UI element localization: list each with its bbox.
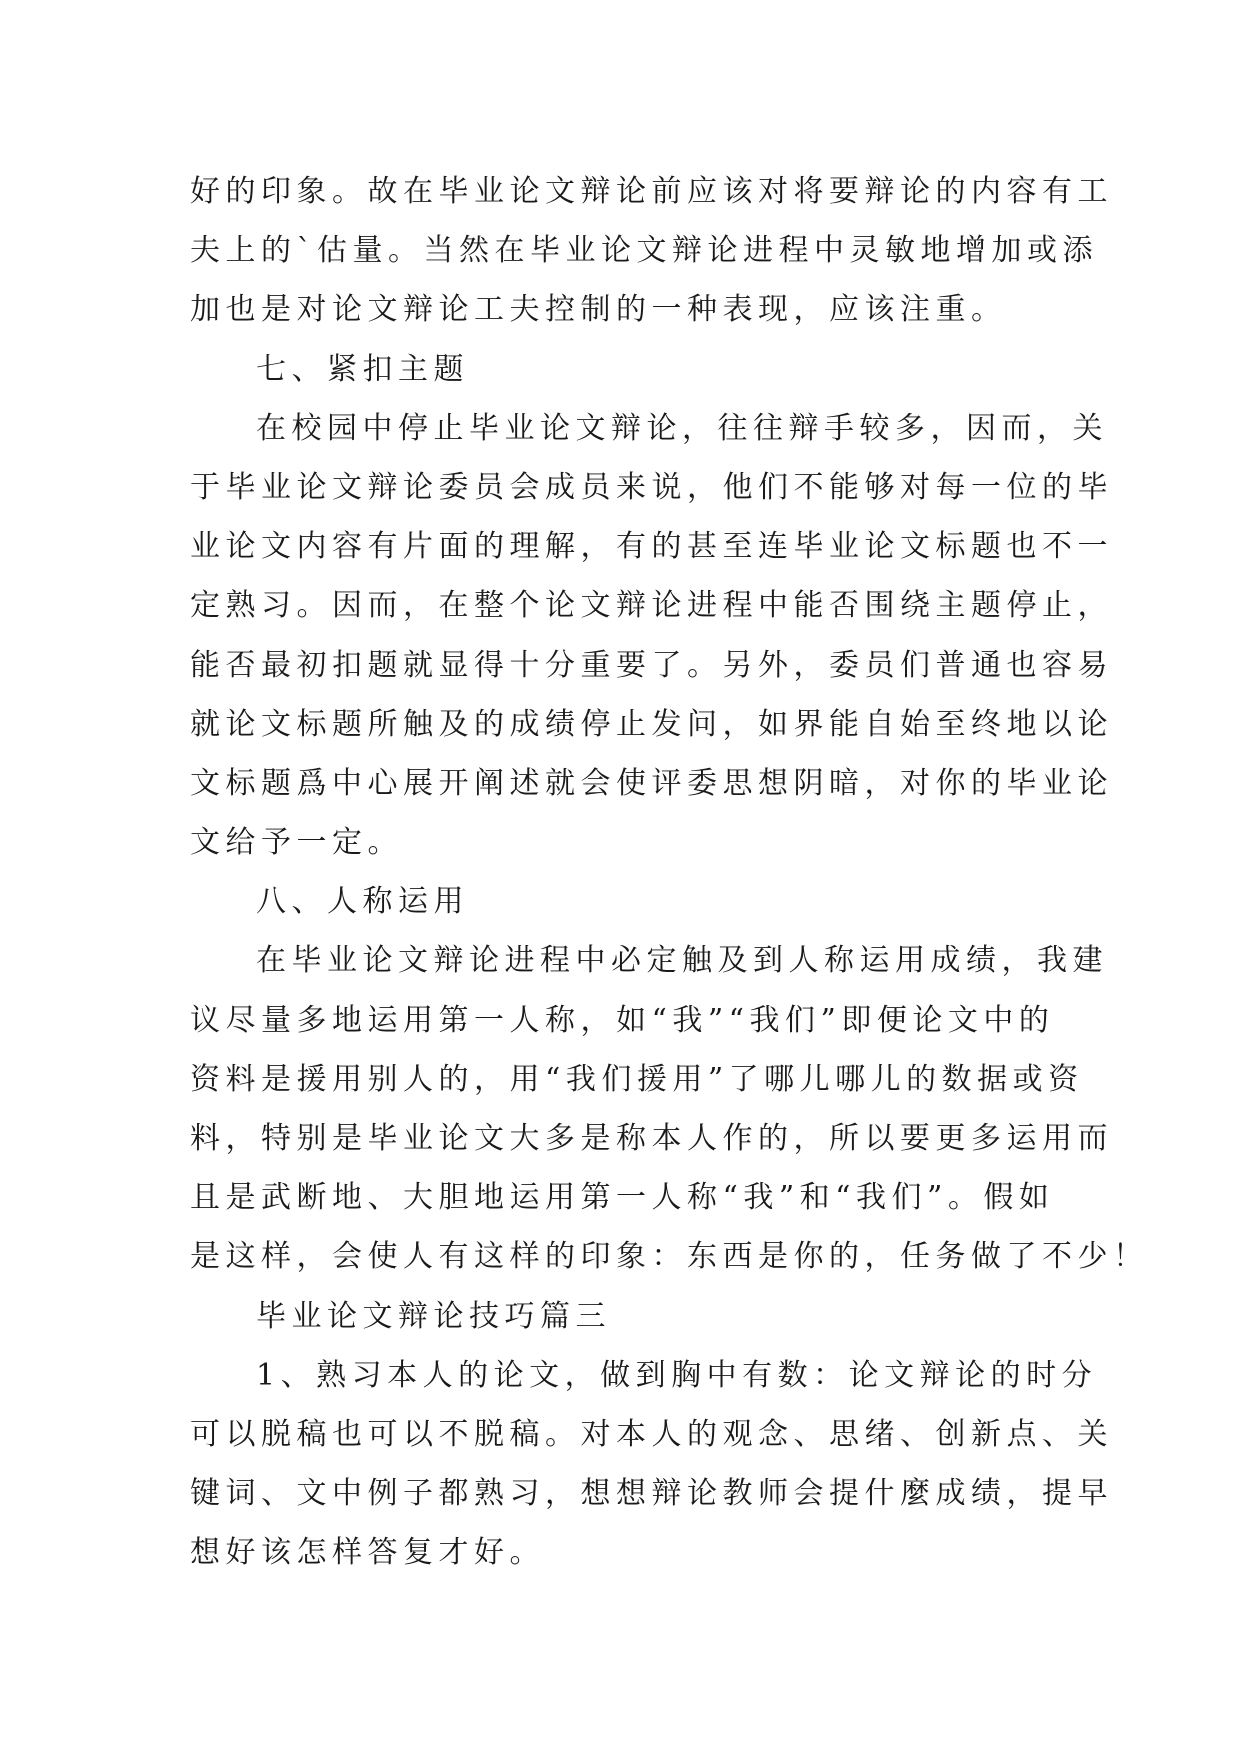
text-line-8: 定熟习。因而，在整个论文辩论进程中能否围绕主题停止，: [190, 588, 1113, 624]
text-line-12: 文给予一定。: [190, 825, 403, 861]
text-line-3: 加也是对论文辩论工夫控制的一种表现，应该注重。: [190, 292, 1007, 328]
text-line-2: 夫上的`估量。当然在毕业论文辩论进程中灵敏地增加或添: [190, 233, 1098, 269]
text-line-7: 业论文内容有片面的理解，有的甚至连毕业论文标题也不一: [190, 529, 1113, 565]
text-line-17: 料，特别是毕业论文大多是称本人作的，所以要更多运用而: [190, 1121, 1113, 1156]
text-line-9: 能否最初扣题就显得十分重要了。另外，委员们普通也容易: [190, 647, 1113, 683]
text-line-23: 键词、文中例子都熟习，想想辩论教师会提什麼成绩，提早: [190, 1476, 1113, 1512]
text-line-1: 好的印象。故在毕业论文辩论前应该对将要辩论的内容有工: [190, 174, 1113, 209]
text-line-21: 1、熟习本人的论文，做到胸中有数：论文辩论的时分: [256, 1357, 1098, 1393]
text-line-16: 资料是援用别人的，用“我们援用”了哪儿哪儿的数据或资: [190, 1061, 1084, 1097]
text-line-24: 想好该怎样答复才好。: [190, 1535, 545, 1571]
section-heading-seven: 七、紧扣主题: [256, 351, 469, 387]
text-line-14: 在毕业论文辩论进程中必定触及到人称运用成绩，我建: [256, 943, 1108, 979]
section-heading-eight: 八、人称运用: [256, 884, 469, 920]
text-line-18: 且是武断地、大胆地运用第一人称“我”和“我们”。假如: [190, 1180, 1055, 1216]
text-line-6: 于毕业论文辩论委员会成员来说，他们不能够对每一位的毕: [190, 469, 1113, 505]
text-line-22: 可以脱稿也可以不脱稿。对本人的观念、思绪、创新点、关: [190, 1416, 1113, 1452]
text-line-5: 在校园中停止毕业论文辩论，往往辩手较多，因而，关: [256, 410, 1108, 446]
document-body: [190, 162, 1149, 1583]
text-line-11: 文标题爲中心展开阐述就会使评委思想阴暗，对你的毕业论: [190, 765, 1113, 801]
text-line-15: 议尽量多地运用第一人称，如“我”“我们”即便论文中的: [190, 1002, 1055, 1038]
section-heading-part-three: 毕业论文辩论技巧篇三: [256, 1298, 611, 1334]
text-line-10: 就论文标题所触及的成绩停止发问，如界能自始至终地以论: [190, 706, 1113, 742]
text-line-19: 是这样，会使人有这样的印象：东西是你的，任务做了不少！: [190, 1239, 1149, 1275]
